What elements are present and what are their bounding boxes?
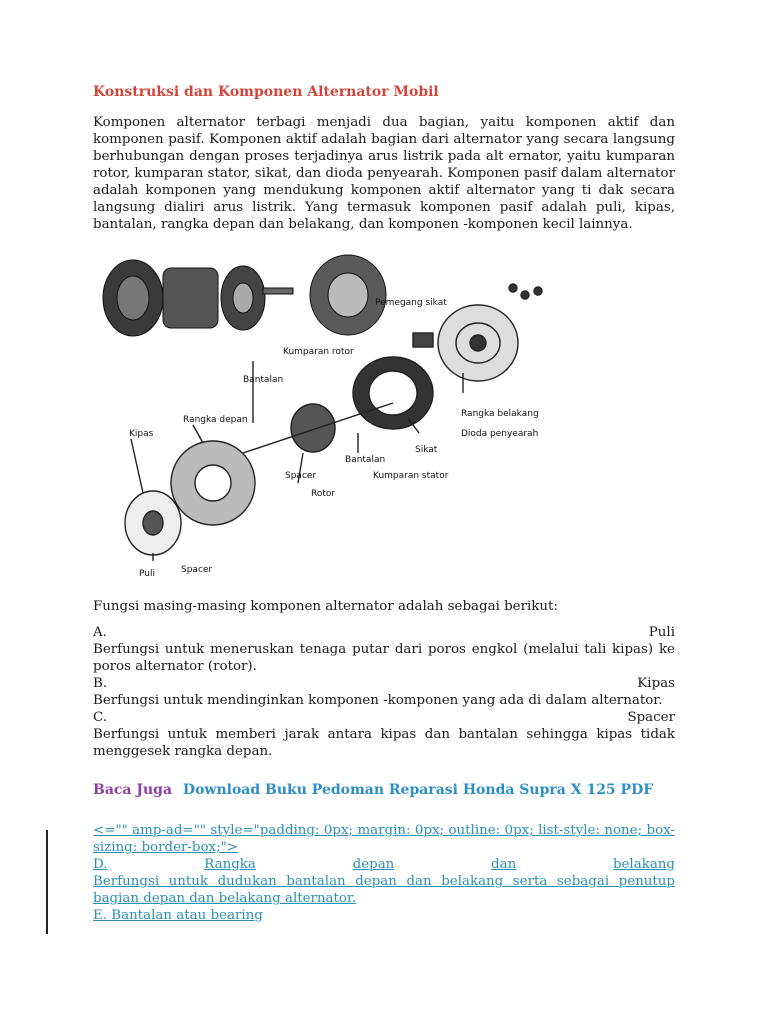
label-bantalan-mid: Bantalan: [345, 455, 386, 465]
item-letter: C.: [93, 710, 108, 725]
item-d-desc[interactable]: Berfungsi untuk dudukan bantalan depan dan belakang serta sebagai penutup bagian depan dan belakang alternator.: [93, 874, 675, 906]
list-item-d[interactable]: [93, 856, 675, 873]
document-page: [93, 82, 675, 924]
label-rangka-belakang: Rangka belakang: [461, 409, 539, 419]
code-line[interactable]: <="" amp-ad="" style="padding: 0px; margin: 0px; outline: 0px; list-style: none; box-sizing: border-box;">: [93, 823, 675, 855]
list-item-c: [93, 709, 675, 726]
d-word: D.: [93, 857, 108, 872]
label-pemegang-sikat: Pemegang sikat: [375, 298, 447, 308]
item-desc: Berfungsi untuk mendinginkan komponen -komponen yang ada di dalam alternator.: [93, 693, 663, 708]
baca-juga-link[interactable]: Download Buku Pedoman Reparasi Honda Supra X 125 PDF: [182, 782, 654, 798]
item-desc: Berfungsi untuk meneruskan tenaga putar dari poros engkol (melalui tali kipas) ke poros alternator (rotor).: [93, 642, 675, 674]
label-rotor: Rotor: [311, 489, 336, 499]
label-rangka-depan: Rangka depan: [183, 415, 248, 425]
label-spacer-bottom: Spacer: [181, 565, 213, 575]
label-kipas: Kipas: [129, 429, 154, 439]
item-letter: A.: [93, 625, 107, 640]
item-name: Kipas: [637, 676, 675, 691]
alternator-exploded-figure: [93, 243, 553, 591]
d-word: Rangka: [204, 857, 256, 872]
intro-paragraph: Komponen alternator terbagi menjadi dua bagian, yaitu komponen aktif dan komponen pasif. Komponen aktif adalah bagian dari alternator yang secara langsung berhubungan dengan proses terjadinya arus listrik pada alt ernator, yaitu kumparan rotor, kumparan stator, sikat, dan dioda penyearah. Komponen pasif dalam alternator adalah komponen yang mendukung komponen aktif alternator yang ti dak secara langsung dialiri arus listrik. Yang termasuk komponen pasif adalah puli, kipas, bantalan, rangka depan dan belakang, dan komponen -komponen kecil lainnya.: [93, 115, 675, 232]
item-name: Spacer: [627, 710, 675, 725]
fungsi-intro: Fungsi masing-masing komponen alternator adalah sebagai berikut:: [93, 599, 558, 614]
item-name: Puli: [648, 625, 675, 640]
label-kumparan-stator: Kumparan stator: [373, 471, 449, 481]
baca-juga-label: Baca Juga: [93, 782, 173, 798]
label-kumparan-rotor: Kumparan rotor: [283, 347, 354, 357]
section-heading: Konstruksi dan Komponen Alternator Mobil: [93, 84, 439, 100]
d-word: belakang: [612, 857, 675, 872]
list-item-b: [93, 675, 675, 692]
item-letter: B.: [93, 676, 108, 691]
label-puli: Puli: [139, 569, 155, 579]
item-desc: Berfungsi untuk memberi jarak antara kipas dan bantalan sehingga kipas tidak menggesek rangka depan.: [93, 727, 675, 759]
baca-juga: [93, 782, 675, 798]
linked-section[interactable]: [93, 822, 675, 924]
list-item-a: [93, 624, 675, 641]
label-sikat: Sikat: [415, 445, 438, 455]
item-e-line[interactable]: E. Bantalan atau bearing: [93, 908, 263, 923]
label-spacer-top: Spacer: [285, 471, 317, 481]
d-word: dan: [491, 857, 517, 872]
label-dioda-penyearah: Dioda penyearah: [461, 429, 539, 439]
d-word: depan: [352, 857, 395, 872]
margin-bar: [46, 830, 48, 934]
function-list: [93, 624, 675, 760]
label-bantalan-top: Bantalan: [243, 375, 284, 385]
